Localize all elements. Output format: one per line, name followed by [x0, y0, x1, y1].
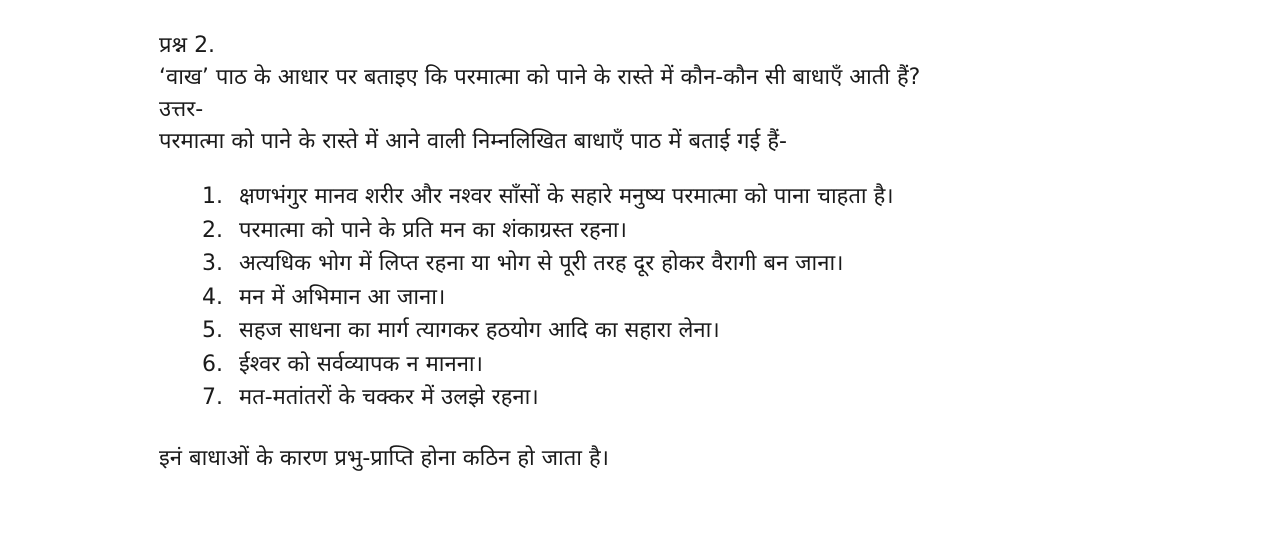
list-item	[159, 247, 1259, 281]
answer-conclusion: इनं बाधाओं के कारण प्रभु-प्राप्ति होना कठिन हो जाता है।	[159, 445, 610, 471]
list-item-text: मन में अभिमान आ जाना।	[239, 284, 446, 310]
list-item	[159, 214, 1259, 248]
document-body	[159, 30, 1259, 475]
list-item-number: 3.	[202, 251, 223, 276]
question-text: ‘वाख’ पाठ के आधार पर बताइए कि परमात्मा को पाने के रास्ते में कौन-कौन सी बाधाएँ आती हैं?	[159, 65, 921, 90]
list-item-number: 6.	[202, 351, 223, 377]
list-item-number: 5.	[202, 318, 223, 343]
list-item-text: मत-मतांतरों के चक्कर में उलझे रहना।	[239, 385, 539, 410]
list-item-text: सहज साधना का मार्ग त्यागकर हठयोग आदि का सहारा लेना।	[239, 318, 720, 343]
question-label: प्रश्न 2.	[159, 33, 216, 58]
list-item-number: 7.	[202, 385, 223, 410]
answer-label: उत्तर-	[159, 97, 204, 122]
list-item-number: 1.	[202, 184, 223, 209]
list-item-number: 4.	[202, 284, 223, 310]
list-item-text: अत्यधिक भोग में लिप्त रहना या भोग से पूरी तरह दूर होकर वैरागी बन जाना।	[239, 251, 844, 276]
list-item-text: क्षणभंगुर मानव शरीर और नश्वर साँसों के सहारे मनुष्य परमात्मा को पाना चाहता है।	[239, 184, 894, 209]
answer-intro: परमात्मा को पाने के रास्ते में आने वाली निम्नलिखित बाधाएँ पाठ में बताई गई हैं-	[159, 129, 787, 154]
list-item-text: ईश्वर को सर्वव्यापक न मानना।	[239, 351, 483, 377]
list-item	[159, 180, 1259, 214]
list-item	[159, 314, 1259, 348]
obstacles-list	[159, 180, 1259, 415]
list-item	[159, 281, 1259, 315]
list-item	[159, 348, 1259, 382]
list-item-text: परमात्मा को पाने के प्रति मन का शंकाग्रस्त रहना।	[239, 217, 627, 243]
list-item	[159, 381, 1259, 415]
list-item-number: 2.	[202, 217, 223, 243]
